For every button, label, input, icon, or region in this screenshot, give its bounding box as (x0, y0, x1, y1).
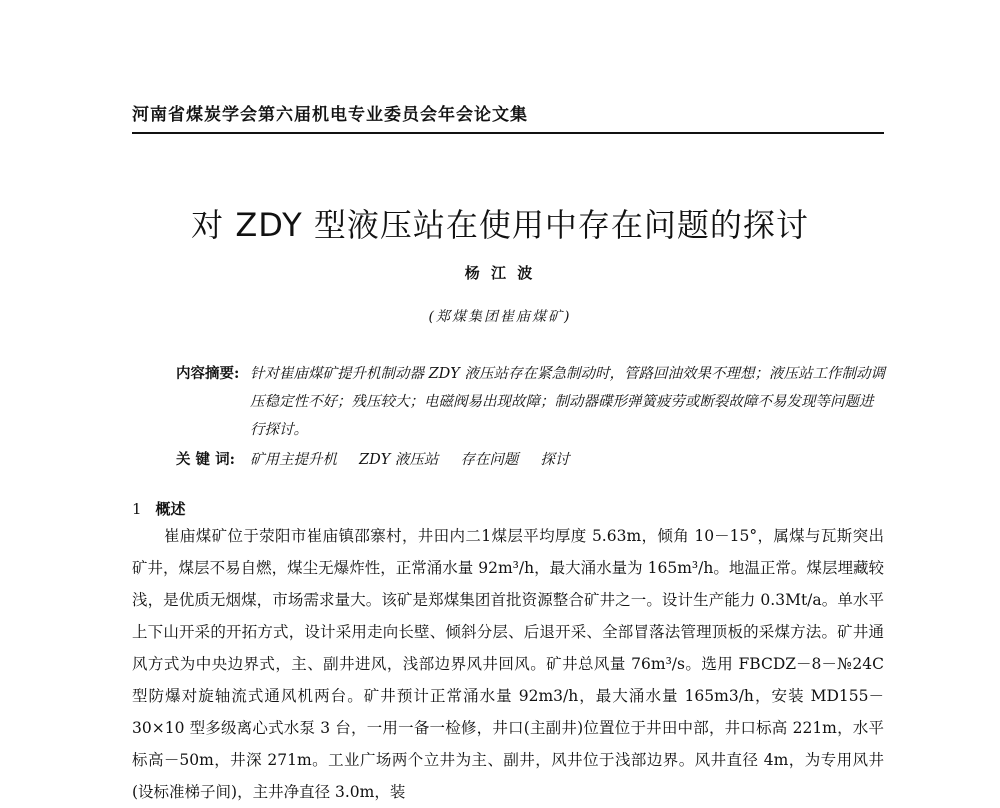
author-affiliation: (郑煤集团崔庙煤矿) (428, 309, 572, 325)
header-rule (132, 132, 884, 134)
author-name: 杨 江 波 (464, 264, 536, 282)
abstract-row (176, 360, 886, 444)
keyword: 存在问题 (460, 452, 519, 468)
keyword: 探讨 (540, 452, 570, 468)
keywords-list (250, 446, 569, 474)
section-heading (132, 498, 186, 519)
abstract-label: 内容摘要: (176, 365, 240, 382)
keyword: 矿用主提升机 (250, 452, 337, 468)
section-title: 概述 (155, 500, 186, 518)
section-number: 1 (132, 500, 142, 518)
abstract-block (176, 360, 886, 474)
abstract-text: 针对崔庙煤矿提升机制动器 ZDY 液压站存在紧急制动时，管路回油效果不理想；液压站工作制动调压稳定性不好；残压较大；电磁阀易出现故障；制动器碟形弹簧疲劳或断裂故障不易发现等问题进行探讨。 (250, 366, 885, 438)
keywords-label: 关 键 词: (176, 451, 235, 468)
body-paragraph: 崔庙煤矿位于荥阳市崔庙镇邵寨村，井田内二1煤层平均厚度 5.63m，倾角 10－15°，属煤与瓦斯突出矿井，煤层不易自燃，煤尘无爆炸性，正常涌水量 92m³/h，最大涌水量为 165m³/h。地温正常。煤层埋藏较浅，是优质无烟煤，市场需求量大。该矿是郑煤集团首批资源整合矿井之一。设计生产能力 0.3Mt/a。单水平上下山开采的开拓方式，设计采用走向长壁、倾斜分层、后退开采、全部冒落法管理顶板的采煤方法。矿井通风方式为中央边界式，主、副井进风，浅部边界风井回风。矿井总风量 76m³/s。选用 FBCDZ－8－№24C 型防爆对旋轴流式通风机两台。矿井预计正常涌水量 92m3/h，最大涌水量 165m3/h，安装 MD155－30×10 型多级离心式水泵 3 台，一用一备一检修，井口(主副井)位置位于井田中部，井口标高 221m，水平标高－50m，井深 271m。工业广场两个立井为主、副井，风井位于浅部边界。风井直径 4m，为专用风井(设标准梯子间)，主井净直径 3.0m，装 (132, 527, 884, 801)
running-header: 河南省煤炭学会第六届机电专业委员会年会论文集 (132, 105, 528, 125)
keywords-row (176, 446, 886, 474)
article-title: 对 ZDY 型液压站在使用中存在问题的探讨 (191, 206, 809, 244)
keyword: ZDY 液压站 (359, 452, 439, 468)
